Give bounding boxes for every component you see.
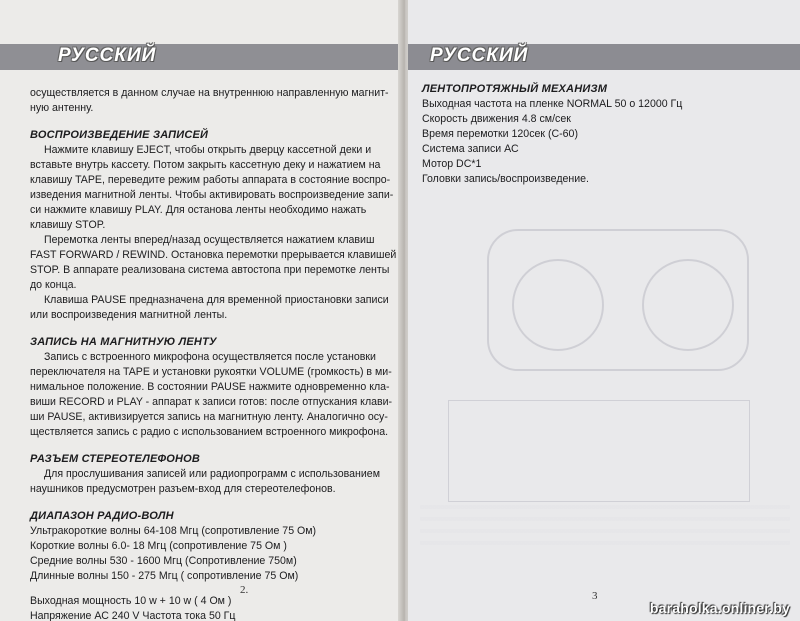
section-heading: ЗАПИСЬ НА МАГНИТНУЮ ЛЕНТУ <box>30 336 217 348</box>
spacer <box>30 584 400 594</box>
spec-line: Скорость движения 4.8 см/сек <box>422 113 571 125</box>
paragraph: Клавиша PAUSE предназначена для временной приостановки записи или воспроизведения магнитной ленты. <box>30 294 389 321</box>
right-page <box>408 0 800 621</box>
show-through-warning-box <box>448 400 750 502</box>
left-header-label: РУССКИЙ <box>58 45 157 66</box>
section-heading: ВОСПРОИЗВЕДЕНИЕ ЗАПИСЕЙ <box>30 129 209 141</box>
paragraph: Перемотка ленты вперед/назад осуществляется нажатием клавиш FAST FORWARD / REWIND. Остановка перемотки прерывается клавишей STOP. В аппарате реализована система автостопа при перемотке ленты до конца. <box>30 234 397 291</box>
right-header-label: РУССКИЙ <box>430 45 529 66</box>
spec-line: Средние волны 530 - 1600 Мгц (Сопротивление 750м) <box>30 555 297 567</box>
spec-line: Длинные волны 150 - 275 Мгц ( сопротивление 75 Ом) <box>30 570 299 582</box>
spec-line: Время перемотки 120сек (С-60) <box>422 128 578 140</box>
right-page-text <box>422 82 772 187</box>
section-heading: ЛЕНТОПРОТЯЖНЫЙ МЕХАНИЗМ <box>422 83 608 95</box>
watermark: baraholka.onliner.by <box>649 600 790 616</box>
right-header-bar <box>408 44 800 70</box>
paragraph: Для прослушивания записей или радиопрограмм с использованием наушников предусмотрен разъем-вход для стереотелефонов. <box>30 468 380 495</box>
spec-line: Ультракороткие волны 64-108 Мгц (сопротивление 75 Ом) <box>30 525 317 537</box>
show-through-text <box>420 505 790 545</box>
section-heading: ДИАПАЗОН РАДИО-ВОЛН <box>30 510 174 522</box>
spec-line: Выходная мощность 10 w + 10 w ( 4 Ом ) <box>30 595 232 607</box>
spec-line: Напряжение АС 240 V Частота тока 50 Гц <box>30 610 236 621</box>
spec-line: Выходная частота на пленке NORMAL 50 о 12000 Гц <box>422 98 683 110</box>
spec-line: Короткие волны 6.0- 18 Мгц (сопротивление 75 Ом ) <box>30 540 287 552</box>
spec-line: Система записи АС <box>422 143 519 155</box>
show-through-device-drawing <box>468 210 768 390</box>
paragraph: Запись с встроенного микрофона осуществляется после установки переключателя на TAPE и установки рукоятки VOLUME (громкость) в ми-нимальное положение. В состоянии PAUSE нажмите одновременно кла-виши RECORD и PLAY - аппарат к записи готов: после отпускания клави-ши PAUSE, активизируется запись на магнитную ленту. Аналогично осу-ществляется запись с радио с использованием встроенного микрофона. <box>30 351 393 438</box>
left-page-number: 2. <box>240 584 249 596</box>
spec-line: Головки запись/воспроизведение. <box>422 173 590 185</box>
paragraph: осуществляется в данном случае на внутреннюю направленную магнит-ную антенну. <box>30 87 389 114</box>
paragraph: Нажмите клавишу EJECT, чтобы открыть дверцу кассетной деки и вставьте внутрь кассету. Потом закрыть кассетную деку и нажатием на клавишу TAPE, переведите режим работы аппарата в состояние воспро-изведения магнитной ленты. Чтобы активировать воспроизведение запи-си нажмите клавишу PLAY. Для останова ленты необходимо нажать клавишу STOP. <box>30 144 394 231</box>
left-page-text <box>30 86 400 621</box>
left-header-bar <box>0 44 403 70</box>
section-heading: РАЗЪЕМ СТЕРЕОТЕЛЕФОНОВ <box>30 453 201 465</box>
right-page-number: 3 <box>592 590 598 602</box>
spec-line: Мотор DC*1 <box>422 158 482 170</box>
